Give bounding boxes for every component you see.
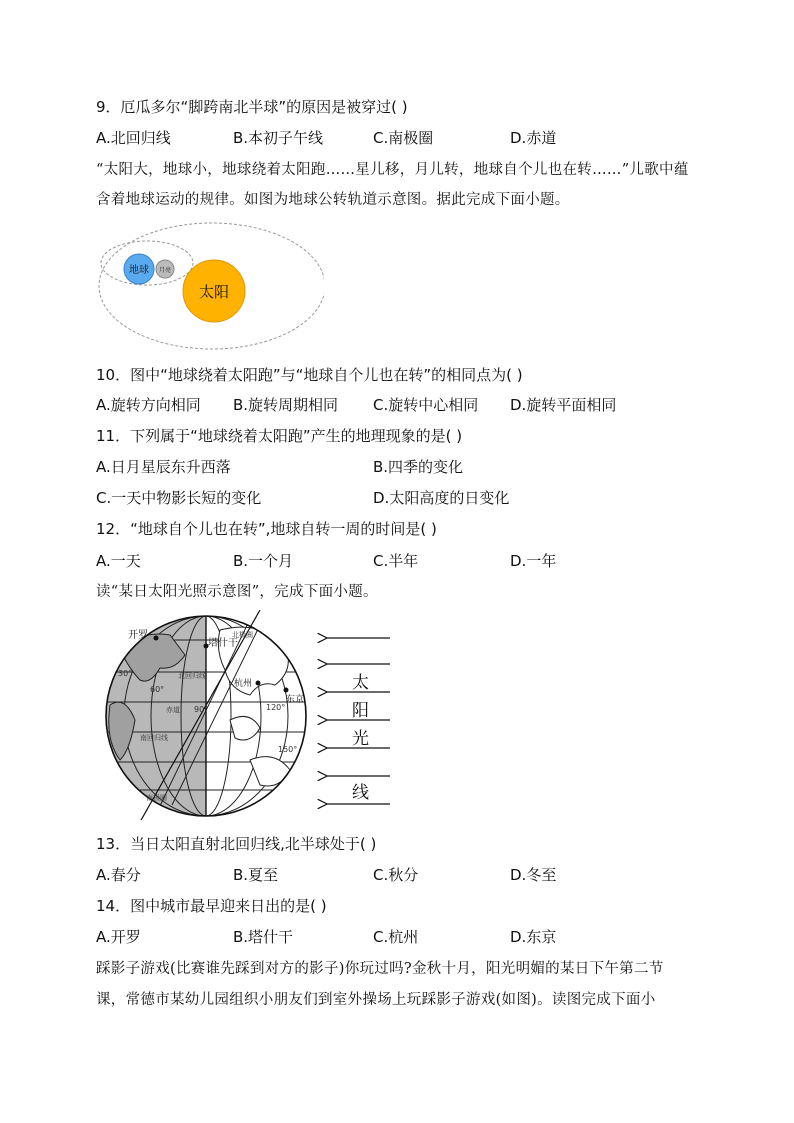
- q13-option-c: C.秋分: [373, 866, 419, 884]
- q9-option-d: D.赤道: [510, 129, 557, 147]
- intro3-line1: 踩影子游戏(比赛谁先踩到对方的影子)你玩过吗?金秋十月，阳光明媚的某日下午第二节: [96, 961, 664, 977]
- q13-option-a: A.春分: [96, 866, 141, 884]
- deg-60-label: 60°: [150, 685, 165, 694]
- earth-label: 地球: [129, 265, 149, 276]
- tokyo-marker: [284, 688, 289, 693]
- q11-stem: 11．下列属于“地球绕着太阳跑”产生的地理现象的是( ): [96, 427, 463, 445]
- intro3-line2: 课，常德市某幼儿园组织小朋友们到室外操场上玩踩影子游戏(如图)。读图完成下面小: [96, 992, 656, 1008]
- arctic-circle-label: 北极圈: [232, 631, 253, 639]
- sunlight-char-2: 阳: [352, 701, 369, 721]
- q14-stem: 14．图中城市最早迎来日出的是( ): [96, 897, 327, 915]
- tokyo-label: 东京: [286, 695, 305, 705]
- deg-30-label: 30°: [118, 669, 133, 678]
- equator-label: 赤道: [166, 706, 180, 714]
- q12-option-b: B.一个月: [233, 552, 294, 570]
- hangzhou-marker: [256, 681, 261, 686]
- orbit-figure: [92, 216, 324, 354]
- q14-option-b: B.塔什干: [233, 928, 294, 946]
- q10-option-c: C.旋转中心相同: [373, 396, 479, 414]
- q10-option-b: B.旋转周期相同: [233, 396, 339, 414]
- sunlight-char-4: 线: [352, 783, 369, 803]
- sunlight-char-1: 太: [352, 673, 369, 693]
- q12-option-c: C.半年: [373, 552, 419, 570]
- q13-stem: 13．当日太阳直射北回归线,北半球处于( ): [96, 835, 377, 853]
- q10-stem: 10．图中“地球绕着太阳跑”与“地球自个儿也在转”的相同点为( ): [96, 366, 523, 384]
- intro1-line1: “太阳大，地球小，地球绕着太阳跑……星儿移，月儿转，地球自个儿也在转……”儿歌中蕴: [96, 162, 689, 178]
- sunlight-char-3: 光: [352, 729, 369, 749]
- tropic-capricorn-label: 南回归线: [140, 734, 168, 742]
- q9-option-b: B.本初子午线: [233, 129, 324, 147]
- q9-option-a: A.北回归线: [96, 129, 171, 147]
- q11-option-d: D.太阳高度的日变化: [373, 489, 510, 507]
- deg-120-label: 120°: [266, 703, 286, 712]
- cairo-label: 开罗: [128, 630, 148, 641]
- deg-90-label: 90°: [194, 705, 209, 714]
- tashkent-label: 塔什干: [208, 638, 238, 649]
- q14-option-c: C.杭州: [373, 928, 419, 946]
- q14-option-a: A.开罗: [96, 928, 141, 946]
- q9-option-c: C.南极圈: [373, 129, 434, 147]
- globe-figure: [100, 610, 400, 820]
- deg-150-label: 150°: [278, 745, 298, 754]
- q11-option-b: B.四季的变化: [373, 458, 464, 476]
- q9-stem: 9．厄瓜多尔“脚跨南北半球”的原因是被穿过( ): [96, 98, 408, 116]
- moon-label: 月亮: [158, 267, 172, 274]
- q10-option-d: D.旋转平面相同: [510, 396, 617, 414]
- q14-option-d: D.东京: [510, 928, 557, 946]
- tropic-cancer-label: 北回归线: [178, 672, 206, 680]
- intro1-line2: 含着地球运动的规律。如图为地球公转轨道示意图。据此完成下面小题。: [96, 192, 570, 208]
- q13-option-d: D.冬至: [510, 866, 557, 884]
- q11-option-c: C.一天中物影长短的变化: [96, 489, 262, 507]
- q12-stem: 12．“地球自个儿也在转”,地球自转一周的时间是( ): [96, 520, 437, 538]
- sun-label: 太阳: [198, 283, 230, 301]
- q11-option-a: A.日月星辰东升西落: [96, 458, 231, 476]
- q12-option-d: D.一年: [510, 552, 557, 570]
- q10-option-a: A.旋转方向相同: [96, 396, 201, 414]
- cairo-marker: [154, 636, 159, 641]
- intro2: 读“某日太阳光照示意图”，完成下面小题。: [96, 584, 378, 600]
- antarctic-circle-label: 南极圈: [146, 794, 167, 802]
- q13-option-b: B.夏至: [233, 866, 279, 884]
- q12-option-a: A.一天: [96, 552, 141, 570]
- hangzhou-label: 杭州: [234, 679, 253, 689]
